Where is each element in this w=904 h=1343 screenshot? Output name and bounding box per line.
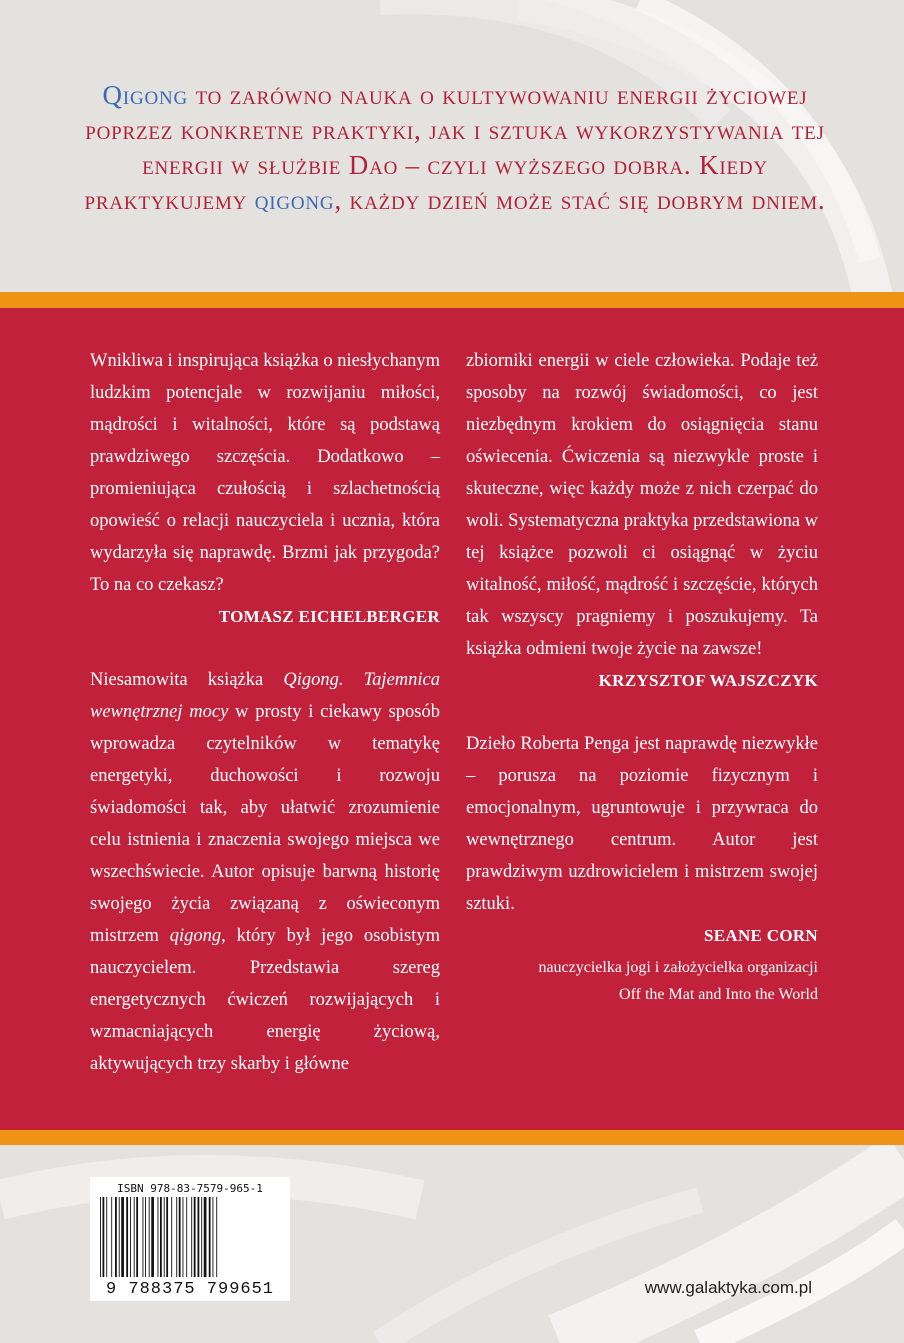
barcode-bar bbox=[149, 1197, 150, 1277]
barcode-bar bbox=[151, 1197, 154, 1277]
barcode-bar bbox=[106, 1197, 107, 1277]
barcode-bar bbox=[100, 1197, 101, 1277]
review-2-continued: zbiorniki energii w ciele człowieka. Podaje też sposoby na rozwój świadomości, co jest niezbędnym krokiem do osiągnięcia stanu oświecenia. Ćwiczenia są niezwykle proste i skuteczne, więc każdy może z nich czerpać do woli. Systematyczna praktyka przedstawiona w tej książce pozwoli ci osiągnąć w życiu witalność, miłość, mądrość i szczęście, których tak wszyscy pragniemy i poszukujemy. Ta książka odmieni twoje życie na zawsze! bbox=[466, 351, 818, 659]
right-column bbox=[466, 345, 818, 1010]
isbn-label: ISBN 978-83-7579-965-1 bbox=[117, 1182, 263, 1195]
barcode bbox=[90, 1177, 290, 1301]
barcode-bar bbox=[201, 1197, 202, 1277]
headline-text-2: , każdy dzień może stać się dobrym dniem. bbox=[334, 185, 826, 215]
book-title: Qigong. Tajemnica wewnętrznej mocy bbox=[90, 670, 440, 722]
headline-qigong-1: Qigong bbox=[102, 80, 189, 110]
review-2-author: KRZYSZTOF WAJSZCZYK bbox=[598, 671, 818, 690]
barcode-bar bbox=[171, 1197, 172, 1277]
barcode-bar bbox=[198, 1197, 200, 1277]
barcode-bar bbox=[213, 1197, 214, 1277]
barcode-bar bbox=[103, 1197, 105, 1277]
barcode-bar bbox=[126, 1197, 128, 1277]
barcode-bar bbox=[194, 1197, 196, 1277]
barcode-bar bbox=[136, 1197, 138, 1277]
review-3-role-line-1: nauczycielka jogi i założycielka organizacji bbox=[538, 959, 818, 976]
website-url: www.galaktyka.com.pl bbox=[644, 1278, 812, 1297]
barcode-number: 9 788375 799651 bbox=[105, 1280, 275, 1299]
barcode-bar bbox=[115, 1197, 117, 1277]
headline-text-1: to zarówno nauka o kultywowaniu energii życiowej poprzez konkretne praktyki, jak i sztuka wykorzystywania tej energii w służbie Dao – czyli wyższego dobra. Kiedy praktykujemy bbox=[84, 80, 825, 215]
review-2-text-b: w prosty i ciekawy sposób wprowadza czytelników w tematykę energetyki, duchowości i rozwoju świadomości tak, aby ułatwić zrozumienie celu istnienia i znaczenia swojego miejsca we wszechświecie. Autor opisuje barwną historię swojego życia związaną z oświeconym mistrzem bbox=[90, 702, 440, 946]
barcode-bar bbox=[166, 1197, 168, 1277]
barcode-bar bbox=[119, 1197, 120, 1277]
review-3-author: SEANE CORN bbox=[704, 926, 818, 945]
review-2-text bbox=[90, 664, 440, 1080]
headline-qigong-2: qigong bbox=[254, 185, 335, 215]
barcode-bar bbox=[121, 1197, 124, 1277]
orange-band-bottom bbox=[0, 1130, 904, 1145]
barcode-bar bbox=[179, 1197, 181, 1277]
barcode-bar bbox=[191, 1197, 192, 1277]
barcode-bar bbox=[186, 1197, 187, 1277]
barcode-bar bbox=[158, 1197, 159, 1277]
barcode-bar bbox=[176, 1197, 177, 1277]
barcode-bar bbox=[204, 1197, 207, 1277]
review-1-text: Wnikliwa i inspirująca książka o niesłychanym ludzkim potencjale w rozwijaniu miłości, mądrości i witalności, które są podstawą prawdziwego szczęścia. Dodatkowo – promieniująca czułością i szlachetnością opowieść o relacji nauczyciela i ucznia, która wydarzyła się naprawdę. Brzmi jak przygoda? To na co czekasz? bbox=[90, 351, 440, 595]
barcode-bar bbox=[160, 1197, 162, 1277]
barcode-bar bbox=[111, 1197, 112, 1277]
barcode-bar bbox=[145, 1197, 146, 1277]
review-1-author: TOMASZ EICHELBERGER bbox=[218, 607, 440, 626]
barcode-bar bbox=[209, 1197, 211, 1277]
barcode-bar bbox=[216, 1197, 217, 1277]
review-3-text: Dzieło Roberta Penga jest naprawdę niezwykłe – porusza na poziomie fizycznym i emocjonalnym, ugruntowuje i przywraca do wewnętrznego centrum. Autor jest prawdziwym uzdrowicielem i mistrzem swojej sztuki. bbox=[466, 734, 818, 914]
review-2-text-c: , który był jego osobistym nauczycielem. Przedstawia szereg energetycznych ćwiczeń rozwijających i wzmacniających energię życiową, aktywujących trzy skarby i główne bbox=[90, 926, 440, 1074]
qigong-italic: qigong bbox=[169, 926, 222, 946]
left-column bbox=[90, 345, 440, 1080]
barcode-bar bbox=[143, 1197, 144, 1277]
barcode-bar bbox=[183, 1197, 184, 1277]
headline bbox=[60, 78, 850, 218]
barcode-bars bbox=[100, 1197, 280, 1277]
orange-band-top bbox=[0, 292, 904, 308]
barcode-bar bbox=[130, 1197, 131, 1277]
review-3-role-line-2: Off the Mat and Into the World bbox=[619, 986, 818, 1003]
barcode-bar bbox=[164, 1197, 165, 1277]
review-2-text-a: Niesamowita książka bbox=[90, 670, 284, 690]
barcode-bar bbox=[134, 1197, 135, 1277]
